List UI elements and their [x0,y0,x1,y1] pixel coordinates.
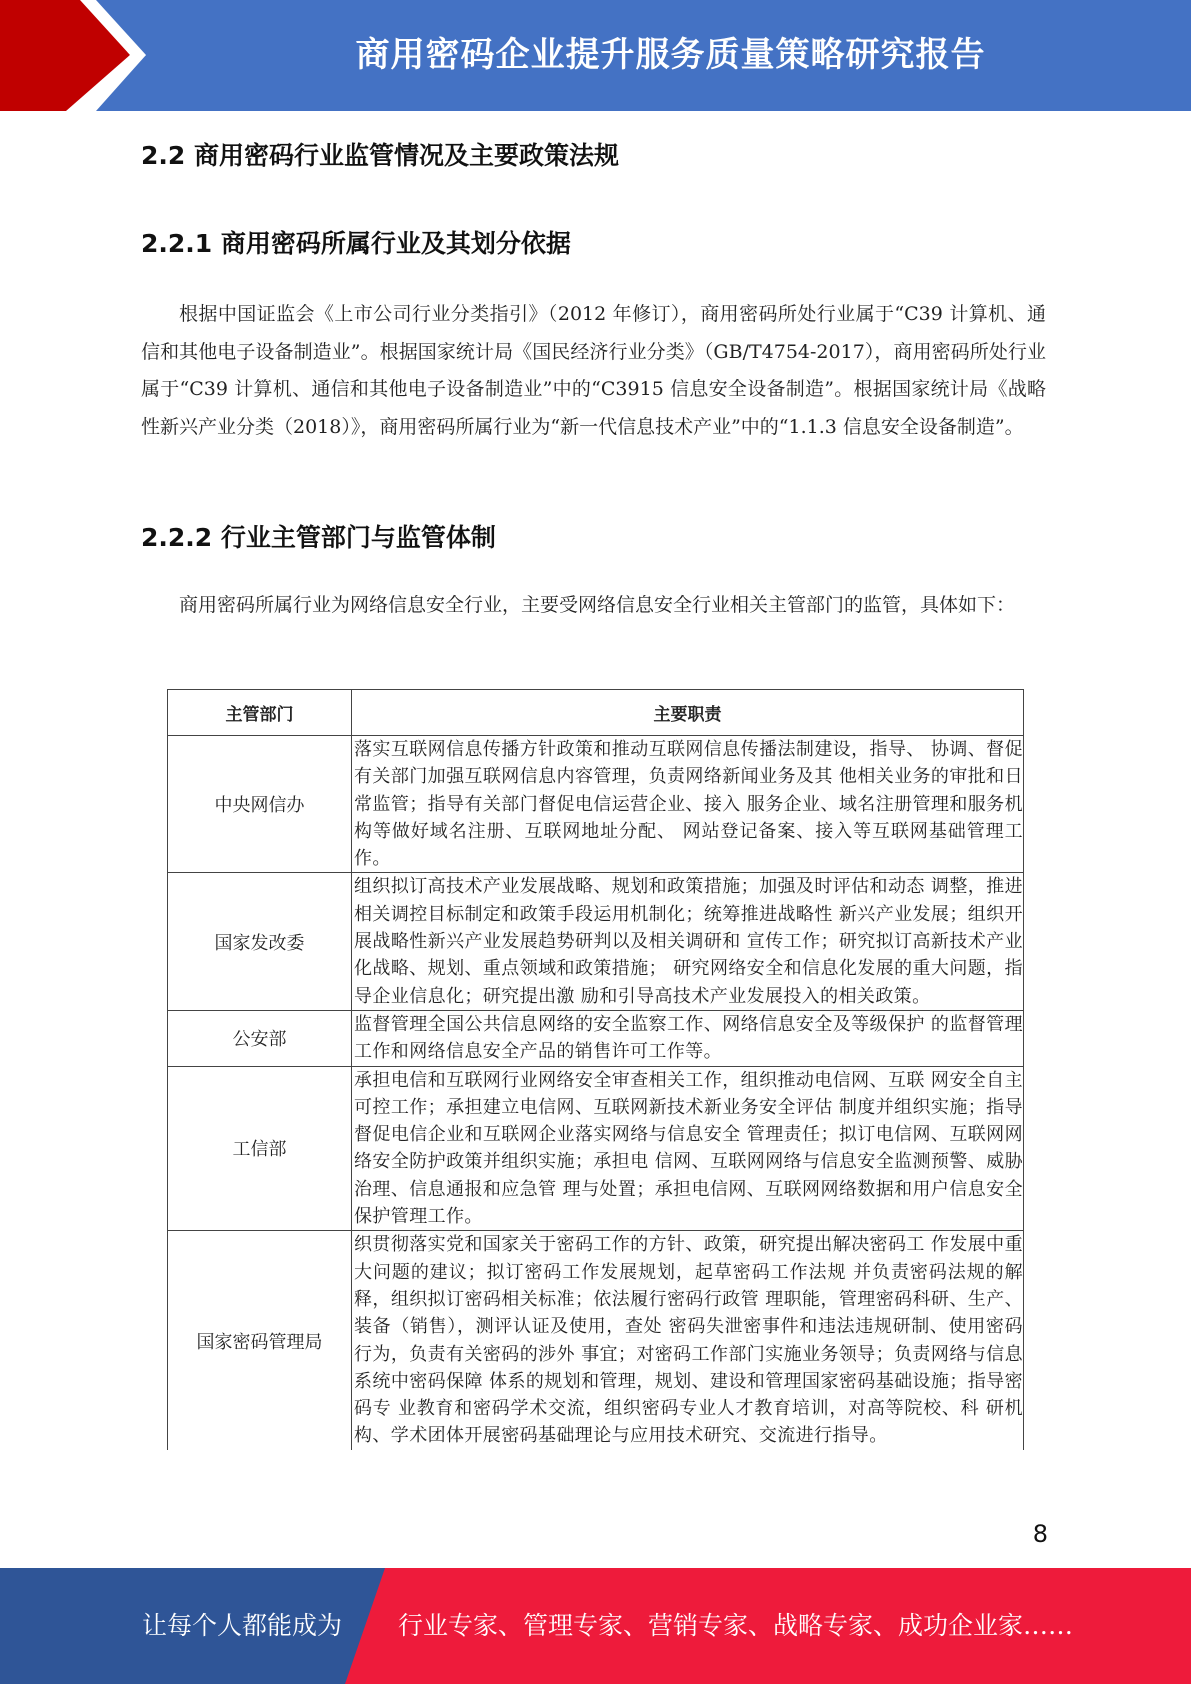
regulatory-departments-table [167,689,1024,1450]
department-cell: 国家密码管理局 [168,1231,352,1450]
column-header-duties: 主要职责 [352,690,1024,736]
department-cell: 中央网信办 [168,736,352,873]
department-cell: 国家发改委 [168,873,352,1010]
page-number: 8 [1032,1520,1048,1548]
footer-slogan-left: 让每个人都能成为 [142,1611,343,1640]
duty-cell: 落实互联网信息传播方针政策和推动互联网信息传播法制建设，指导、 协调、督促有关部门加强互联网信息内容管理，负责网络新闻业务及其 他相关业务的审批和日常监管；指导有关部门督促电信运营企业、接入 服务企业、域名注册管理和服务机构等做好域名注册、互联网地址分配、 网站登记备案、接入等互联网基础管理工作。 [352,736,1024,873]
table-row [168,736,1024,873]
department-cell: 工信部 [168,1066,352,1231]
table-header-row [168,690,1024,736]
paragraph-industry-classification: 根据中国证监会《上市公司行业分类指引》（2012 年修订），商用密码所处行业属于“C39 计算机、通信和其他电子设备制造业”。根据国家统计局《国民经济行业分类》（GB/T4754-2017），商用密码所处行业属于“C39 计算机、通信和其他电子设备制造业”中的“C3915 信息安全设备制造”。根据国家统计局《战略性新兴产业分类（2018）》，商用密码所属行业为“新一代信息技术产业”中的“1.1.3 信息安全设备制造”。 [141,303,1046,438]
duty-cell: 织贯彻落实党和国家关于密码工作的方针、政策，研究提出解决密码工 作发展中重大问题的建议；拟订密码工作发展规划，起草密码工作法规 并负责密码法规的解释，组织拟订密码相关标准；依法履行密码行政管 理职能，管理密码科研、生产、装备（销售），测评认证及使用，查处 密码失泄密事件和违法违规研制、使用密码行为，负责有关密码的涉外 事宜；对密码工作部门实施业务领导；负责网络与信息系统中密码保障 体系的规划和管理，规划、建设和管理国家密码基础设施；指导密码专 业教育和密码学术交流，组织密码专业人才教育培训，对高等院校、科 研机构、学术团体开展密码基础理论与应用技术研究、交流进行指导。 [352,1231,1024,1450]
section-heading-2-2: 2.2 商用密码行业监管情况及主要政策法规 [141,141,619,170]
column-header-department: 主管部门 [168,690,352,736]
table-row [168,873,1024,1010]
duty-cell: 组织拟订高技术产业发展战略、规划和政策措施；加强及时评估和动态 调整，推进相关调控目标制定和政策手段运用机制化；统筹推进战略性 新兴产业发展；组织开展战略性新兴产业发展趋势研判以及相关调研和 宣传工作；研究拟订高新技术产业化战略、规划、重点领域和政策措施； 研究网络安全和信息化发展的重大问题，指导企业信息化；研究提出激 励和引导高技术产业发展投入的相关政策。 [352,873,1024,1010]
table-row [168,1231,1024,1450]
paragraph-regulatory-intro: 商用密码所属行业为网络信息安全行业，主要受网络信息安全行业相关主管部门的监管，具体如下： [179,594,1016,616]
table-row [168,1010,1024,1066]
duty-cell: 承担电信和互联网行业网络安全审查相关工作，组织推动电信网、互联 网安全自主可控工作；承担建立电信网、互联网新技术新业务安全评估 制度并组织实施；指导督促电信企业和互联网企业落实网络与信息安全 管理责任；拟订电信网、互联网网络安全防护政策并组织实施；承担电 信网、互联网网络与信息安全监测预警、威胁治理、信息通报和应急管 理与处置；承担电信网、互联网网络数据和用户信息安全保护管理工作。 [352,1066,1024,1231]
footer-slogan-right: 行业专家、管理专家、营销专家、战略专家、成功企业家…… [398,1611,1074,1640]
document-title: 商用密码企业提升服务质量策略研究报告 [355,35,986,75]
header-arrow-decoration [0,0,160,111]
table-row [168,1066,1024,1231]
duty-cell: 监督管理全国公共信息网络的安全监察工作、网络信息安全及等级保护 的监督管理工作和网络信息安全产品的销售许可工作等。 [352,1010,1024,1066]
department-cell: 公安部 [168,1010,352,1066]
section-heading-2-2-2: 2.2.2 行业主管部门与监管体制 [141,523,496,552]
section-heading-2-2-1: 2.2.1 商用密码所属行业及其划分依据 [141,229,571,258]
